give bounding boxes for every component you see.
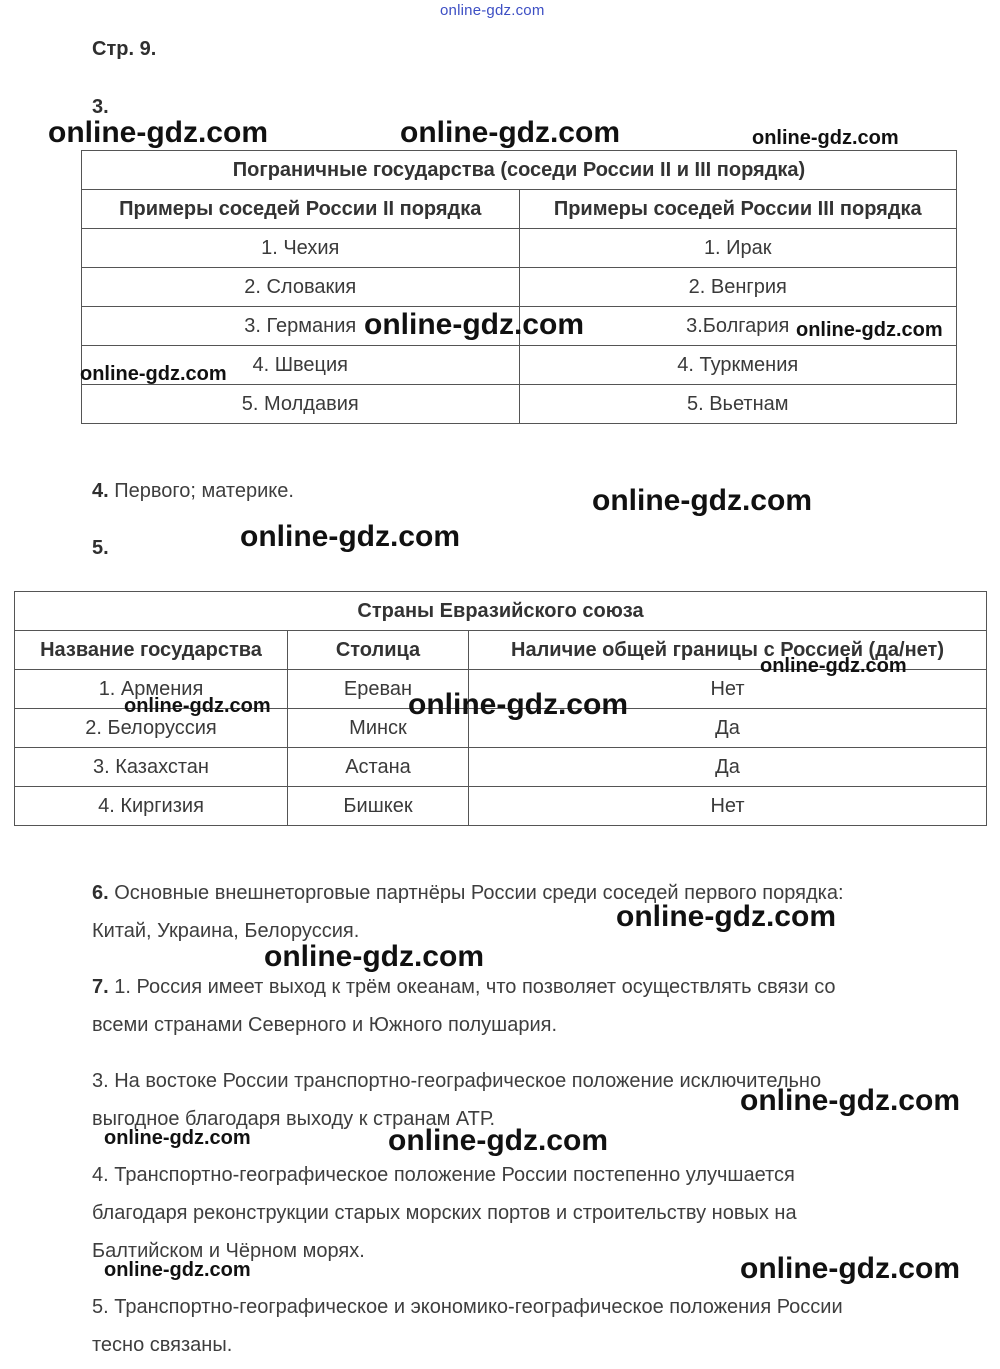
watermark: online-gdz.com [124,695,271,717]
table-cell: 3. Казахстан [15,748,288,787]
table-cell: Минск [288,709,469,748]
table-cell: 1. Армения [15,670,288,709]
task-7-p1-line-2: всеми странами Северного и Южного полушария. [92,1014,558,1036]
task-7-p4-line-2: благодаря реконструкции старых морских портов и строительству новых на [92,1202,797,1224]
table-cell: 1. Чехия [82,229,520,268]
task-3-number: 3. [92,96,109,118]
task-7-p1 [92,968,992,1044]
watermark: online-gdz.com [408,688,628,721]
table-cell: 4. Туркмения [519,346,957,385]
watermark: online-gdz.com [760,655,907,677]
table-cell: Нет [469,787,987,826]
column-header: Примеры соседей России II порядка [82,190,520,229]
task-7-p5-line-2: тесно связаны. [92,1334,233,1356]
watermark: online-gdz.com [740,1084,960,1117]
table-header-row [82,190,957,229]
table-cell: 5. Вьетнам [519,385,957,424]
table-cell: 3.Болгария [519,307,957,346]
task-4 [92,472,294,510]
task-6-line-2: Китай, Украина, Белоруссия. [92,920,360,942]
table-cell: 2. Белоруссия [15,709,288,748]
task-7-p5-line-1: 5. Транспортно-географическое и экономико-географическое положения России [92,1296,843,1318]
table-cell: 2. Словакия [82,268,520,307]
task-7-p5 [92,1288,992,1364]
table-row [82,385,957,424]
watermark: online-gdz.com [364,308,584,341]
table-cell: 5. Молдавия [82,385,520,424]
column-header: Наличие общей границы с Россией (да/нет) [469,631,987,670]
task-6 [92,874,992,950]
task-7-p1-text: 1. Россия имеет выход к трём океанам, что позволяет осуществлять связи со [114,976,836,998]
task-4-number: 4. [92,480,109,502]
column-header: Примеры соседей России III порядка [519,190,957,229]
task-4-text: Первого; материке. [114,480,294,502]
task-7-p4-line-3: Балтийском и Чёрном морях. [92,1240,365,1262]
table-title-row [82,151,957,190]
table-row [15,787,987,826]
table-cell: Ереван [288,670,469,709]
table-cell: 1. Ирак [519,229,957,268]
watermark: online-gdz.com [264,940,484,973]
table-cell: 2. Венгрия [519,268,957,307]
watermark: online-gdz.com [752,127,899,149]
watermark: online-gdz.com [796,319,943,341]
table-row [82,229,957,268]
task-6-line-1 [92,874,992,912]
task-7-p4-line-1: 4. Транспортно-географическое положение России постепенно улучшается [92,1164,795,1186]
task-5-number: 5. [92,537,109,559]
eurasian-table-title: Страны Евразийского союза [15,592,987,631]
column-header: Название государства [15,631,288,670]
neighbors-table-title: Пограничные государства (соседи России II и III порядка) [82,151,957,190]
task-7-p1-line-1 [92,968,992,1006]
table-title-row [15,592,987,631]
task-6-text: Основные внешнеторговые партнёры России среди соседей первого порядка: [114,882,844,904]
table-cell: Да [469,709,987,748]
watermark: online-gdz.com [400,116,620,149]
table-row [82,268,957,307]
page-label: Стр. 9. [92,38,157,60]
table-cell: 4. Швеция [82,346,520,385]
column-header: Столица [288,631,469,670]
task-7-p3-line-2: выгодное благодаря выходу к странам АТР. [92,1108,496,1130]
watermark: online-gdz.com [80,363,227,385]
task-7-p3-line-1: 3. На востоке России транспортно-географическое положение исключительно [92,1070,822,1092]
watermark: online-gdz.com [388,1124,608,1157]
watermark: online-gdz.com [240,520,460,553]
watermark: online-gdz.com [740,1252,960,1285]
table-cell: Да [469,748,987,787]
watermark: online-gdz.com [48,116,268,149]
table-cell: 4. Киргизия [15,787,288,826]
task-7-number: 7. [92,976,109,998]
watermark: online-gdz.com [104,1127,251,1149]
top-watermark: online-gdz.com [440,2,545,19]
table-cell: Бишкек [288,787,469,826]
table-cell: Астана [288,748,469,787]
watermark: online-gdz.com [104,1259,251,1281]
watermark: online-gdz.com [592,484,812,517]
table-cell: Нет [469,670,987,709]
watermark: online-gdz.com [616,900,836,933]
table-row [15,748,987,787]
task-6-number: 6. [92,882,109,904]
table-cell: 3. Германия [82,307,520,346]
